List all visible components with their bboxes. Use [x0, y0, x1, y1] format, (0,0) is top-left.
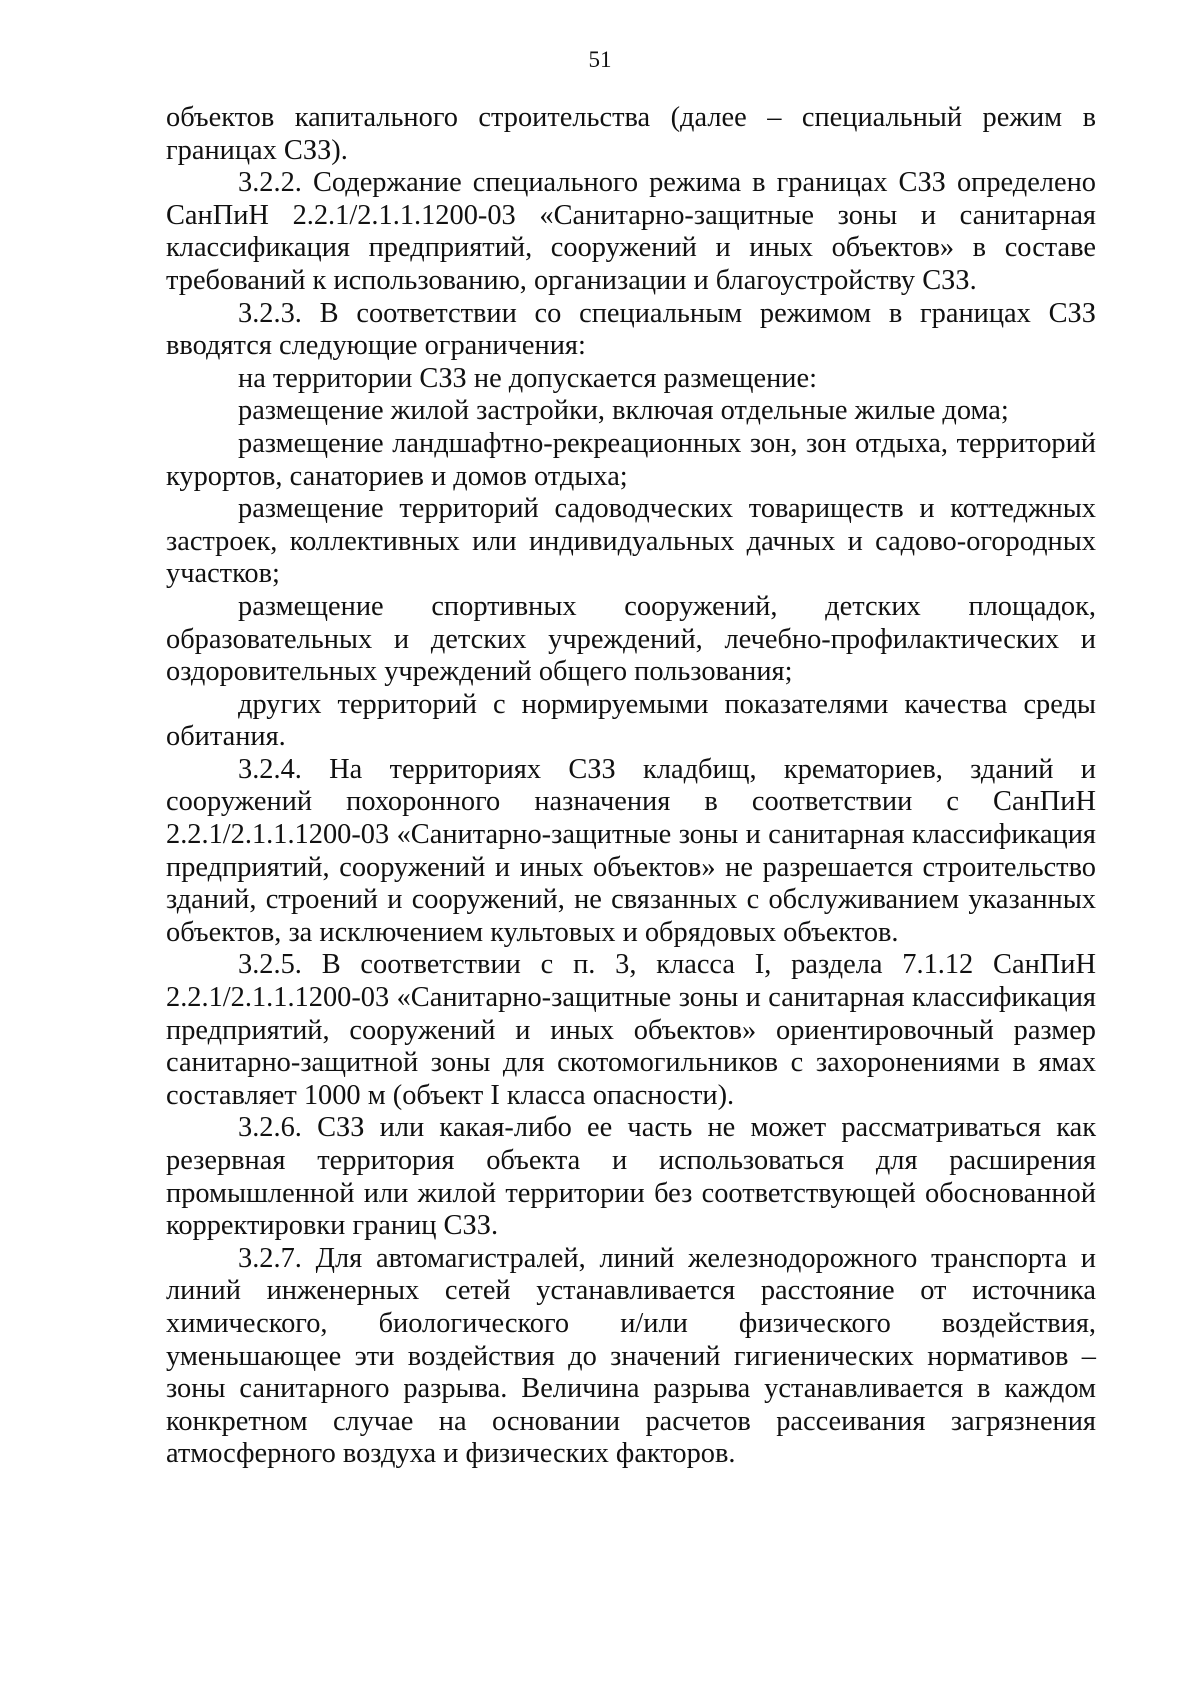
document-body [166, 102, 1096, 1471]
restriction-item-residential: размещение жилой застройки, включая отдельные жилые дома; [238, 395, 1009, 427]
paragraph-3-2-3: 3.2.3. В соответствии со специальным режимом в границах СЗЗ вводятся следующие ограничения: [166, 297, 1096, 362]
paragraph-continuation: объектов капитального строительства (далее – специальный режим в границах СЗЗ). [166, 102, 1096, 166]
restriction-item-gardening: размещение территорий садоводческих товариществ и коттеджных застроек, коллективных или индивидуальных дачных и садово-огородных участков; [166, 493, 1096, 590]
restriction-item-recreational: размещение ландшафтно-рекреационных зон, зон отдыха, территорий курортов, санаториев и домов отдыха; [166, 427, 1096, 492]
paragraph-3-2-6: 3.2.6. СЗЗ или какая-либо ее часть не может рассматриваться как резервная территория объекта и использоваться для расширения промышленной или жилой территории без соответствующей обоснованной корректировки границ СЗЗ. [166, 1112, 1096, 1242]
page-number: 51 [588, 47, 612, 72]
paragraph-3-2-5: 3.2.5. В соответствии с п. 3, класса I, раздела 7.1.12 СанПиН 2.2.1/2.1.1.1200-03 «Санитарно-защитные зоны и санитарная классификация предприятий, сооружений и иных объектов» ориентировочный размер санитарно-защитной зоны для скотомогильников с захоронениями в ямах составляет 1000 м (объект I класса опасности). [166, 949, 1096, 1111]
paragraph-3-2-4: 3.2.4. На территориях СЗЗ кладбищ, крематориев, зданий и сооружений похоронного назначения в соответствии с СанПиН 2.2.1/2.1.1.1200-03 «Санитарно-защитные зоны и санитарная классификация предприятий, сооружений и иных объектов» не разрешается строительство зданий, строений и сооружений, не связанных с обслуживанием указанных объектов, за исключением культовых и обрядовых объектов. [166, 753, 1096, 948]
paragraph-3-2-2: 3.2.2. Содержание специального режима в границах СЗЗ определено СанПиН 2.2.1/2.1.1.1200-03 «Санитарно-защитные зоны и санитарная классификация предприятий, сооружений и иных объектов» в составе требований к использованию, организации и благоустройству СЗЗ. [166, 167, 1096, 296]
restriction-item-other: других территорий с нормируемыми показателями качества среды обитания. [166, 688, 1096, 753]
paragraph-3-2-7: 3.2.7. Для автомагистралей, линий железнодорожного транспорта и линий инженерных сетей устанавливается расстояние от источника химического, биологического и/или физического воздействия, уменьшающее эти воздействия до значений гигиенических нормативов – зоны санитарного разрыва. Величина разрыва устанавливается в каждом конкретном случае на основании расчетов рассеивания загрязнения атмосферного воздуха и физических факторов. [166, 1242, 1096, 1470]
restriction-intro: на территории СЗЗ не допускается размещение: [238, 362, 817, 394]
restriction-item-sports-education: размещение спортивных сооружений, детских площадок, образовательных и детских учреждений, лечебно-профилактических и оздоровительных учреждений общего пользования; [166, 590, 1096, 688]
